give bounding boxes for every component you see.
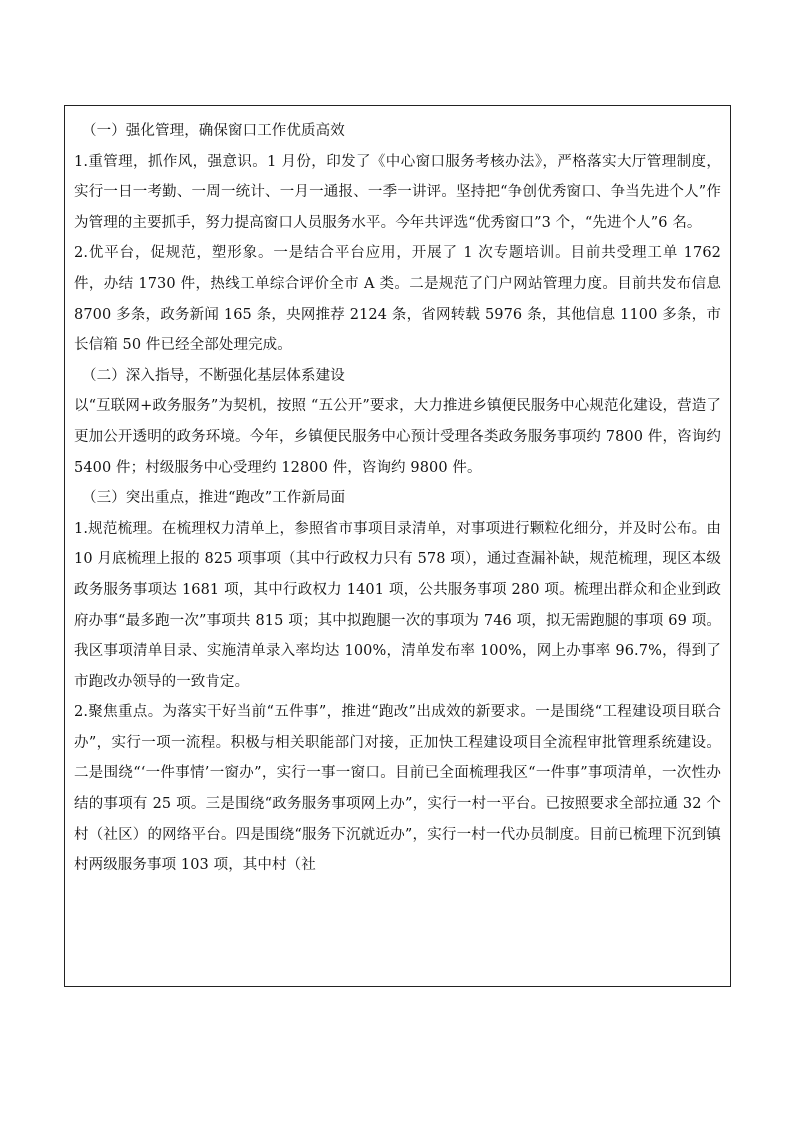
paragraph-management: 1.重管理，抓作风，强意识。1 月份，印发了《中心窗口服务考核办法》，严格落实大厅管理制度，实行一日一考勤、一周一统计、一月一通报、一季一讲评。坚持把“争创优秀窗口、争当先进个人”作为管理的主要抓手，努力提高窗口人员服务水平。今年共评选“优秀窗口”3 个，“先进个人”6 名。 — [74, 153, 721, 231]
document-frame — [64, 105, 731, 987]
paragraph-grassroots: 以“互联网+政务服务”为契机，按照 “五公开”要求，大力推进乡镇便民服务中心规范化建设，营造了更加公开透明的政务环境。今年，乡镇便民服务中心预计受理各类政务服务事项约 7800 件，咨询约 5400 件；村级服务中心受理约 12800 件，咨询约 9800 件。 — [74, 398, 721, 476]
document-body — [74, 116, 721, 881]
paragraph-platform: 2.优平台，促规范，塑形象。一是结合平台应用，开展了 1 次专题培训。目前共受理工单 1762 件，办结 1730 件，热线工单综合评价全市 A 类。二是规范了门户网站管理力度。目前共发布信息 8700 多条，政务新闻 165 条，央网推荐 2124 条，省网转载 5976 条，其他信息 1100 多条，市长信箱 50 件已经全部处理完成。 — [74, 245, 721, 354]
paragraph-focus: 2.聚焦重点。为落实干好当前“五件事”，推进“跑改”出成效的新要求。一是围绕“工程建设项目联合办”，实行一项一流程。积极与相关职能部门对接，正加快工程建设项目全流程审批管理系统建设。二是围绕“‘一件事情’一窗办”，实行一事一窗口。目前已全面梳理我区“一件事”事项清单，一次性办结的事项有 25 项。三是围绕“政务服务事项网上办”，实行一村一平台。已按照要求全部拉通 32 个村（社区）的网络平台。四是围绕“服务下沉就近办”，实行一村一代办员制度。目前已梳理下沉到镇村两级服务事项 103 项，其中村（社 — [74, 704, 721, 874]
paragraph-sorting: 1.规范梳理。在梳理权力清单上，参照省市事项目录清单，对事项进行颗粒化细分，并及时公布。由 10 月底梳理上报的 825 项事项（其中行政权力只有 578 项），通过查漏补缺，规范梳理，现区本级政务服务事项达 1681 项，其中行政权力 1401 项，公共服务事项 280 项。梳理出群众和企业到政府办事“最多跑一次”事项共 815 项；其中拟跑腿一次的事项为 746 项，拟无需跑腿的事项 69 项。我区事项清单目录、实施清单录入率均达 100%，清单发布率 100%，网上办事率 96.7%，得到了市跑改办领导的一致肯定。 — [74, 520, 721, 690]
section-heading-3: （三）突出重点，推进“跑改”工作新局面 — [82, 490, 346, 507]
section-heading-1: （一）强化管理，确保窗口工作优质高效 — [82, 123, 345, 139]
section-heading-2: （二）深入指导，不断强化基层体系建设 — [82, 367, 345, 384]
